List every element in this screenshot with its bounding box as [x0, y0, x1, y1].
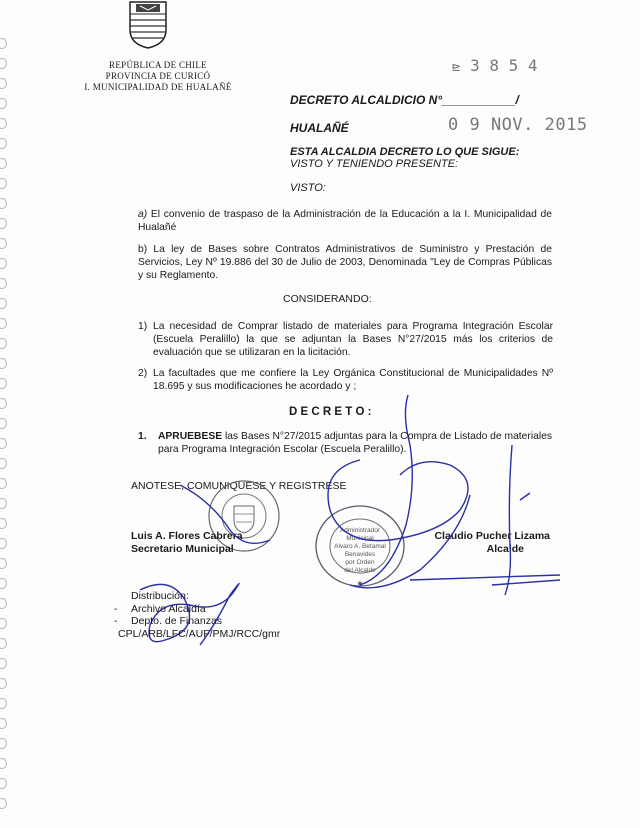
secretary-name: Luis A. Flores Cabrera	[131, 530, 243, 542]
decree-place: HUALAÑÉ	[290, 121, 349, 135]
svg-text:por Orden: por Orden	[345, 559, 375, 566]
distribution-initials: CPL/ARB/LFC/AUF/PMJ/RCC/gmr	[118, 627, 281, 640]
closing-line: ANOTESE, COMUNIQUESE Y REGISTRESE	[131, 480, 347, 492]
svg-text:Benavides: Benavides	[344, 551, 376, 558]
intro-line-1: ESTA ALCALDIA DECRETO LO QUE SIGUE:	[290, 146, 520, 158]
distribution-item: - Depto. de Finanzas	[114, 615, 223, 627]
svg-text:Municipal: Municipal	[346, 535, 374, 542]
decree-number-blank: ___________/	[442, 93, 519, 107]
date-stamp: 0 9 NOV. 2015	[448, 115, 588, 135]
secretary-title: Secretario Municipal	[131, 543, 234, 555]
distribution-item: - Archivo Alcaldía	[114, 602, 206, 615]
header-line-country: REPÚBLICA DE CHILE	[109, 60, 207, 70]
folio-number: 3 8 5 4	[470, 56, 538, 75]
considerando-item-1: La necesidad de Comprar listado de materiales para Programa Integración Escolar (Escuela Peralillo) la que se adjuntan la Bases N°27/2015 más los criterios de evaluación que se utilizaran en la licitación.	[153, 321, 553, 358]
coat-of-arms-icon	[126, 0, 170, 50]
considerando-heading: CONSIDERANDO:	[283, 293, 372, 305]
svg-text:★: ★	[356, 579, 364, 588]
considerando-item-2: La facultades que me confiere la Ley Orgánica Constitucional de Municipalidades Nº 18.695 y sus modificaciones he acordado y ;	[153, 368, 553, 392]
decree-title: DECRETO ALCALDICIO N°	[290, 93, 443, 107]
svg-text:Administrador: Administrador	[339, 527, 381, 534]
decreto-number: 1.	[138, 431, 147, 442]
distribution-heading: Distribución:	[131, 590, 189, 602]
header-line-municipality: I. MUNICIPALIDAD DE HUALAÑÉ	[84, 82, 232, 92]
mayor-title: Alcalde	[486, 543, 524, 555]
visto-item-a: a) El convenio de traspaso de la Administración de la Educación a la I. Municipalidad de Hualañé	[138, 209, 552, 233]
decreto-article-1: APRUEBESE las Bases N°27/2015 adjuntas para la Compra de Listado de materiales para Programa Integración Escolar (Escuela Peralillo).	[158, 431, 552, 455]
svg-text:del Alcalde: del Alcalde	[344, 567, 376, 574]
considerando-label-1: 1)	[138, 321, 148, 332]
visto-item-b: b) La ley de Bases sobre Contratos Administrativos de Suministro y Prestación de Servicios, Ley Nº 19.886 del 30 de Julio de 2003, Denominada "Ley de Compras Públicas y su Reglamento.	[138, 244, 552, 281]
svg-text:Alvaro A. Betamal: Alvaro A. Betamal	[334, 543, 386, 550]
folio-stamp-icon: ⊵	[452, 59, 461, 75]
header-line-province: PROVINCIA DE CURICÓ	[105, 71, 211, 81]
decreto-heading: D E C R E T O :	[289, 406, 372, 418]
intro-line-2: VISTO Y TENIENDO PRESENTE:	[290, 158, 459, 170]
visto-heading: VISTO:	[290, 182, 326, 194]
mayor-name: Claudio Pucher Lizama	[434, 530, 550, 542]
binding-rings	[0, 0, 12, 828]
considerando-label-2: 2)	[138, 368, 148, 379]
